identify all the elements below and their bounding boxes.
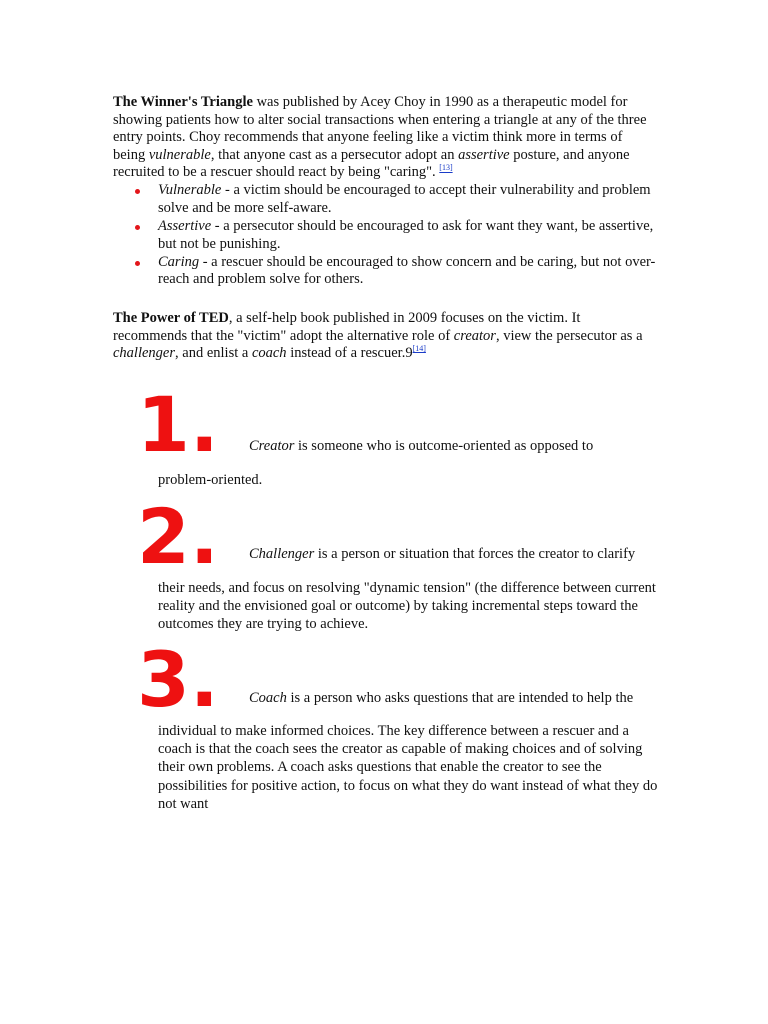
citation-link-13[interactable]: [13] bbox=[439, 163, 453, 173]
winners-triangle-paragraph bbox=[113, 94, 658, 182]
big-number-1: 1. bbox=[137, 380, 219, 469]
bullet-icon bbox=[135, 189, 140, 194]
numbered-item-lead-text: is a person who asks questions that are intended to help the bbox=[286, 690, 634, 706]
numbered-item-lead bbox=[249, 690, 669, 708]
numbered-item-term: Creator bbox=[249, 438, 295, 454]
paragraph-text: , view the persecutor as a bbox=[495, 327, 643, 344]
bullet-text: - a persecutor should be encouraged to ask for want they want, be assertive, but not be punishing. bbox=[158, 218, 654, 252]
numbered-item-term: Challenger bbox=[249, 546, 315, 562]
bullet-term: Vulnerable bbox=[158, 182, 222, 199]
bullet-term: Caring bbox=[158, 253, 200, 270]
winners-triangle-section bbox=[113, 94, 658, 289]
emphasis-assertive: assertive bbox=[458, 146, 510, 163]
winners-triangle-title: The Winner's Triangle bbox=[113, 94, 253, 110]
power-of-ted-title: The Power of TED bbox=[113, 310, 229, 326]
paragraph-text: was published by Acey Choy in 1990 as a therapeutic model for showing patients how to alter social transactions when entering a triangle at any of the three entry points. Choy recommends that anyone feeling like a victim think more in terms of being bbox=[113, 94, 647, 163]
numbered-item-lead bbox=[249, 438, 669, 456]
bullet-term: Assertive bbox=[158, 218, 212, 235]
paragraph-text: , that anyone cast as a persecutor adopt an bbox=[210, 146, 459, 163]
paragraph-text: posture, and anyone recruited to be a rescuer should react by being "caring". bbox=[113, 146, 630, 181]
power-of-ted-paragraph bbox=[113, 310, 658, 363]
numbered-item-body: individual to make informed choices. The key difference between a rescuer and a coach is that the coach sees the creator as capable of making choices and of solving their own problems. A coach asks questions that enable the creator to see the possibilities for positive action, to focus on what they do want instead of what they do not want bbox=[158, 723, 658, 812]
numbered-item-term: Coach bbox=[249, 690, 287, 706]
bullet-text: - a rescuer should be encouraged to show concern and be caring, but not over-reach and problem solve for others. bbox=[158, 253, 656, 288]
numbered-item-body: their needs, and focus on resolving "dynamic tension" (the difference between current reality and the envisioned goal or outcome) by taking incremental steps toward the outcomes they are trying to achieve. bbox=[158, 580, 656, 633]
emphasis-challenger: challenger bbox=[113, 345, 176, 362]
bullet-text: - a victim should be encouraged to accept their vulnerability and problem solve and be more self-aware. bbox=[158, 182, 651, 217]
numbered-item-lead-text: is a person or situation that forces the creator to clarify bbox=[314, 546, 636, 562]
bullet-icon bbox=[135, 261, 140, 266]
paragraph-text: instead of a rescuer.9 bbox=[286, 345, 413, 362]
paragraph-text: , a self-help book published in 2009 focuses on the victim. It recommends that the "victim" adopt the alternative role of bbox=[113, 310, 581, 344]
list-item bbox=[113, 254, 658, 289]
bullet-icon bbox=[135, 225, 140, 230]
emphasis-coach: coach bbox=[251, 345, 287, 362]
numbered-item-body: problem-oriented. bbox=[158, 472, 263, 488]
numbered-item-lead-text: is someone who is outcome-oriented as opposed to bbox=[294, 438, 594, 454]
list-item bbox=[113, 182, 658, 217]
emphasis-creator: creator bbox=[453, 327, 496, 344]
paragraph-text: , and enlist a bbox=[175, 345, 252, 362]
emphasis-vulnerable: vulnerable bbox=[148, 146, 211, 163]
bullet-list bbox=[113, 182, 658, 289]
big-number-2: 2. bbox=[137, 492, 219, 581]
list-item bbox=[113, 218, 658, 253]
big-number-3: 3. bbox=[137, 635, 219, 724]
numbered-item-lead bbox=[249, 546, 669, 564]
citation-link-14[interactable]: [14] bbox=[412, 344, 426, 354]
